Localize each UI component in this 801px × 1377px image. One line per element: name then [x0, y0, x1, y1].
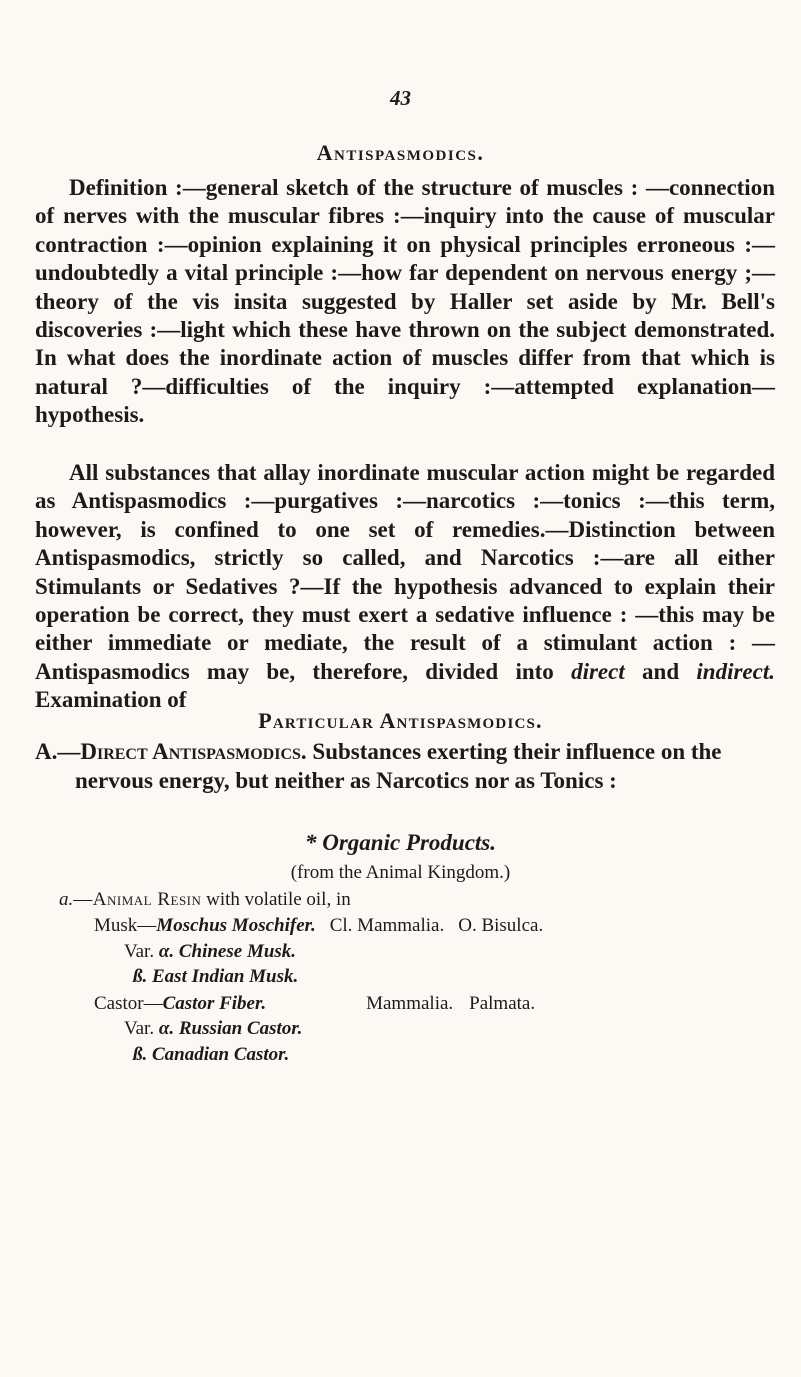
castor-var-label: Var.: [124, 1018, 155, 1039]
animal-resin-text: with volatile oil, in: [201, 889, 351, 910]
castor-name: Castor—: [94, 993, 163, 1014]
indirect-term: indirect.: [696, 658, 775, 684]
musk-var-alpha: α.: [158, 941, 175, 962]
musk-order: O. Bisulca.: [458, 915, 544, 936]
section-a-label: A.—Direct Antispasmodics.: [35, 739, 307, 764]
definition-paragraph: Definition :—general sketch of the structure of muscles : —connection of nerves with the muscular fibres :—inquiry into the cause of muscular contraction :—opinion explaining it on physical principles erroneous :—undoubtedly a vital principle :—how far dependent on nervous energy ;—theory of the vis insita suggested by Haller set aside by Mr. Bell's discoveries :—light which these have thrown on the subject demonstrated. In what does the inordinate action of muscles differ from that which is natural ?—difficulties of the inquiry :—attempted explanation—hypothesis.: [35, 175, 775, 428]
castor-class: Mammalia.: [366, 993, 454, 1014]
section-a-text: Substances exerting their influence on the nervous energy, but neither as Narcotics nor as Tonics :: [75, 739, 722, 793]
musk-var-alpha-name: Chinese Musk.: [178, 941, 297, 962]
castor-species: Castor Fiber.: [162, 993, 267, 1014]
castor-row: [94, 993, 535, 1015]
musk-row: [94, 915, 543, 937]
castor-var-alpha-row: [124, 1018, 302, 1040]
castor-var-beta: ß.: [133, 1044, 148, 1065]
animal-resin-heading: —Animal Resin: [73, 889, 202, 910]
substances-paragraph: [35, 459, 775, 715]
musk-name: Musk—: [94, 915, 157, 936]
group-subtitle: (from the Animal Kingdom.): [290, 862, 511, 883]
section-a: [35, 737, 775, 795]
castor-order: Palmata.: [469, 993, 536, 1014]
castor-var-beta-row: [133, 1044, 289, 1066]
group-title: * Organic Products.: [304, 830, 497, 855]
musk-var-beta: ß.: [133, 966, 148, 987]
direct-term: direct: [571, 658, 625, 684]
musk-var-beta-row: [133, 966, 298, 988]
musk-var-alpha-row: [124, 941, 296, 963]
castor-var-alpha: α.: [158, 1018, 175, 1039]
musk-class: Cl. Mammalia.: [329, 915, 445, 936]
entry-a-label: a.: [59, 889, 74, 910]
musk-var-beta-name: East Indian Musk.: [152, 966, 299, 987]
castor-var-alpha-name: Russian Castor.: [178, 1018, 303, 1039]
musk-var-label: Var.: [124, 941, 155, 962]
musk-species: Moschus Moschifer.: [156, 915, 316, 936]
page-number: 43: [390, 86, 411, 110]
section-heading: Particular Antispasmodics.: [258, 708, 543, 733]
examination-text: Examination of: [35, 687, 187, 713]
chapter-title: Antispasmodics.: [316, 140, 485, 165]
and-word: and: [624, 658, 697, 684]
animal-resin-row: [59, 889, 351, 911]
para2-text: All substances that allay inordinate muscular action might be regarded as Antispasmodics :—purgatives :—narcotics :—tonics :—this term, however, is confined to one set of remedies.—Distinction between Antispasmodics, strictly so called, and Narcotics :—are all either Stimulants or Sedatives ?—If the hypothesis advanced to explain their operation be correct, they must exert a sedative influence : —this may be either immediate or mediate, the result of a stimulant action : — Antispasmodics may be, therefore, divided into: [35, 460, 775, 684]
castor-var-beta-name: Canadian Castor.: [152, 1044, 290, 1065]
